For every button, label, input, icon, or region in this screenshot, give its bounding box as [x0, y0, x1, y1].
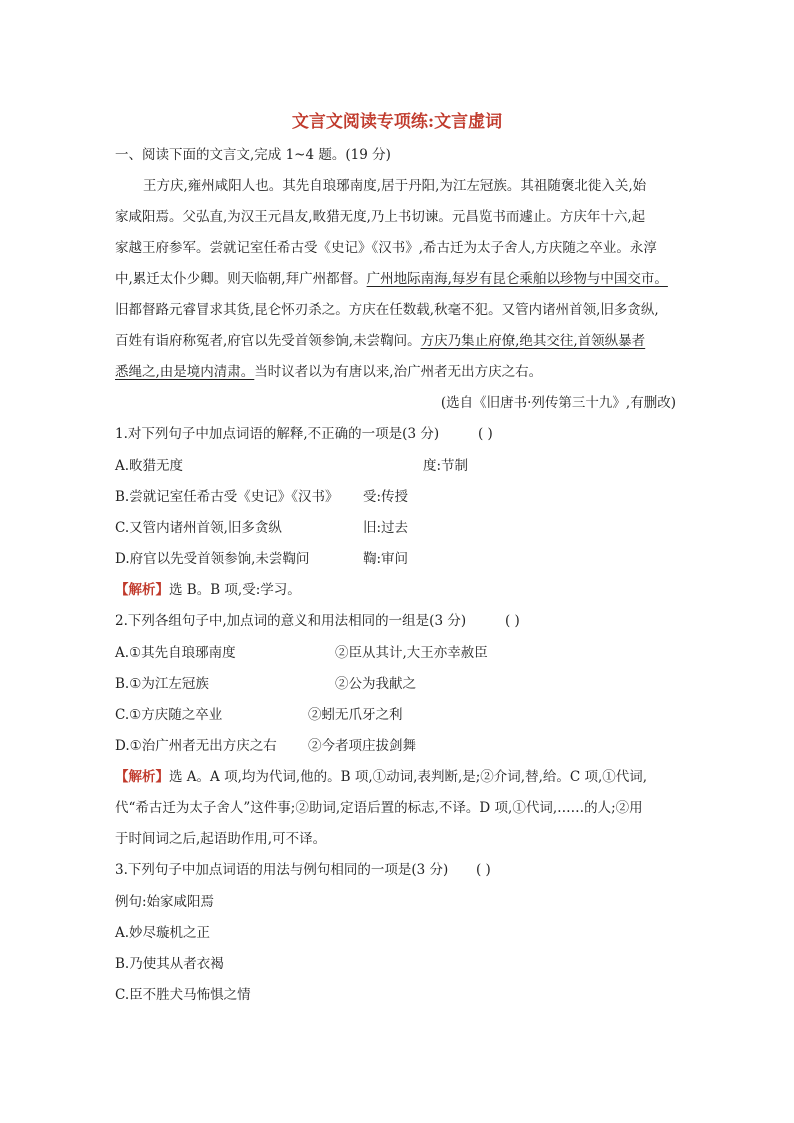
underlined-sentence: 悉绳之,由是境内清肃。 — [115, 364, 255, 380]
passage-line: 家越王府参军。尝就记室任希古受《史记》《汉书》,希古迁为太子舍人,方庆随之卒业。永淳 — [115, 240, 657, 256]
passage-text: 当时议者以为有唐以来,治广州者无出方庆之右。 — [254, 364, 543, 380]
analysis-tag: 【解析】 — [115, 769, 169, 785]
underlined-sentence: 广州地际南海,每岁有昆仑乘舶以珍物与中国交市。 — [366, 271, 668, 287]
answer-blank: ( ) — [505, 613, 520, 629]
section-heading: 一、阅读下面的文言文,完成 1~4 题。(19 分) — [115, 147, 391, 163]
option-b: B.乃使其从者衣褐 — [115, 956, 224, 972]
option-d-sentence: D.府官以先受首领参饷,未尝鞫问 — [115, 551, 310, 567]
analysis-2 — [115, 768, 647, 786]
page-title: 文言文阅读专项练:文言虚词 — [291, 112, 503, 132]
question-2-stem: 2.下列各组句子中,加点词的意义和用法相同的一组是(3 分) — [115, 613, 467, 629]
analysis-text: 选 A。A 项,均为代词,他的。B 项,①动词,表判断,是;②介词,替,给。C 项,①代词, — [169, 769, 648, 785]
analysis-tag: 【解析】 — [115, 582, 169, 598]
underlined-sentence: 方庆乃集止府僚,绝其交往,首领纵暴者 — [420, 333, 646, 349]
passage-source: (选自《旧唐书·列传第三十九》,有删改) — [440, 395, 676, 411]
option-c-1: C.①方庆随之卒业 — [115, 707, 223, 723]
passage-line: 旧都督路元睿冒求其货,昆仑怀刃杀之。方庆在任数载,秋毫不犯。又管内诸州首领,旧多贪纵, — [115, 302, 659, 318]
analysis-2-line: 代“希古迁为太子舍人”这件事;②助词,定语后置的标志,不译。D 项,①代词,……的人;②用 — [115, 800, 643, 816]
option-c-sentence: C.又管内诸州首领,旧多贪纵 — [115, 520, 282, 536]
question-1-stem: 1.对下列句子中加点词语的解释,不正确的一项是(3 分) — [115, 426, 440, 442]
passage-text: 百姓有诣府称冤者,府官以先受首领参饷,未尝鞫问。 — [115, 333, 421, 349]
option-c: C.臣不胜犬马怖惧之情 — [115, 987, 251, 1003]
analysis-text: 选 B。B 项,受:学习。 — [169, 582, 301, 598]
answer-blank: ( ) — [476, 862, 491, 878]
option-b-explain: 受:传授 — [363, 489, 409, 505]
option-a-explain: 度:节制 — [423, 458, 469, 474]
option-c-explain: 旧:过去 — [363, 520, 409, 536]
passage-line — [115, 270, 668, 288]
option-a-sentence: A.畋猎无度 — [115, 458, 184, 474]
option-c-2: ②蚓无爪牙之利 — [308, 707, 403, 723]
analysis-1 — [115, 581, 301, 599]
question-3-stem: 3.下列句子中加点词语的用法与例句相同的一项是(3 分) — [115, 862, 449, 878]
option-b-2: ②公为我献之 — [335, 676, 416, 692]
passage-line — [115, 332, 645, 350]
option-d-2: ②今者项庄拔剑舞 — [308, 738, 416, 754]
option-b-sentence: B.尝就记室任希古受《史记》《汉书》 — [115, 489, 339, 505]
option-d-explain: 鞫:审问 — [363, 551, 409, 567]
option-a-1: A.①其先自琅琊南度 — [115, 645, 236, 661]
passage-text: 中,累迁太仆少卿。则天临朝,拜广州都督。 — [115, 271, 367, 287]
example-sentence: 例句:始家咸阳焉 — [115, 894, 215, 910]
passage-line — [115, 363, 542, 381]
passage-line: 家咸阳焉。父弘直,为汉王元昌友,畋猎无度,乃上书切谏。元昌览书而遽止。方庆年十六,起 — [115, 209, 646, 225]
option-b-1: B.①为江左冠族 — [115, 676, 209, 692]
option-a: A.妙尽璇机之正 — [115, 925, 211, 941]
option-a-2: ②臣从其计,大王亦幸赦臣 — [335, 645, 488, 661]
passage-line: 王方庆,雍州咸阳人也。其先自琅琊南度,居于丹阳,为江左冠族。其祖随褒北徙入关,始 — [143, 178, 647, 194]
answer-blank: ( ) — [478, 426, 493, 442]
analysis-2-line: 于时间词之后,起语助作用,可不译。 — [115, 831, 327, 847]
option-d-1: D.①治广州者无出方庆之右 — [115, 738, 277, 754]
